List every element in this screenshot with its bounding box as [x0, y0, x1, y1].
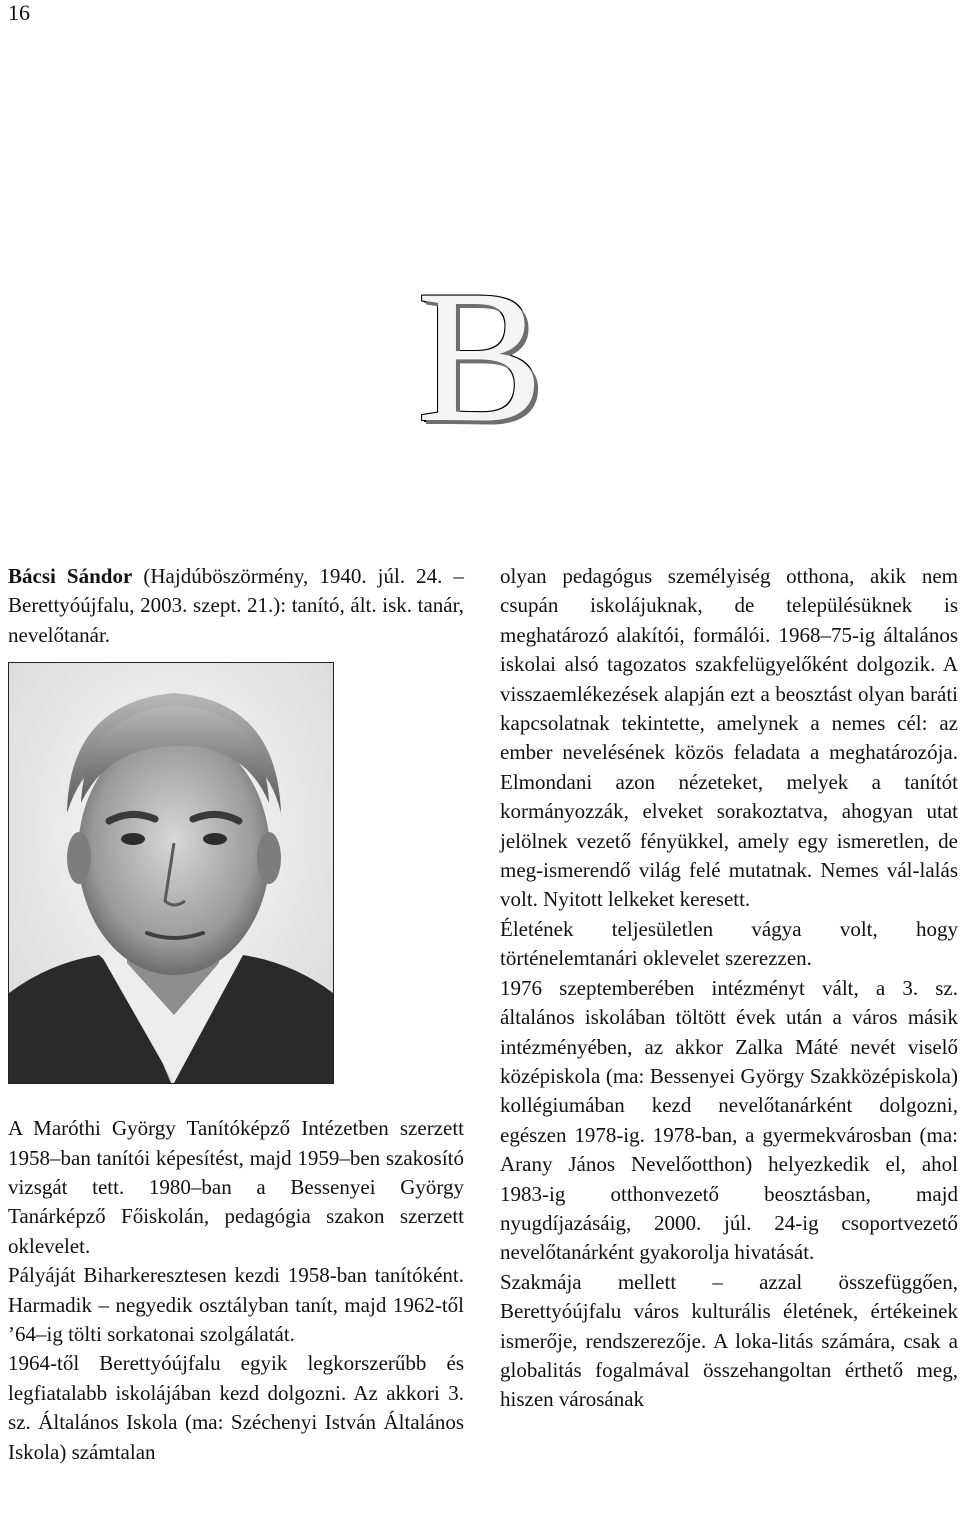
right-paragraph-1: olyan pedagógus személyiség otthona, akik nem csupán iskolájuknak, de településüknek is meghatározó alakítói, formálói. 1968–75-ig általános iskolai alsó tagozatos szakfelügyelőként dolgozik. A visszaemlékezések alapján ezt a beosztást olyan baráti kapcsolatnak tekintette, amelynek a nemes cél: az ember nevelésének közös feladata a meghatározója. Elmondani azon nézeteket, melyek a tanítót kormányozzák, elveket sorakoztatva, ahogyan utat jelölnek vezető fényükkel, amely egy ismeretlen, de meg-ismerendő világ felé mutatnak. Nemes vál-lalás volt. Nyitott lelkeket keresett. [500, 564, 958, 912]
left-paragraph-3: 1964-től Berettyóújfalu egyik legkorszerűbb és legfiatalabb iskolájában kezd dolgozni. Az akkori 3. sz. Általános Iskola (ma: Széchenyi István Általános Iskola) számtalan [8, 1351, 464, 1464]
entry-heading [8, 562, 464, 650]
right-paragraph-4: Szakmája mellett – azzal összefüggően, Berettyóújfalu város kulturális életének, értékeinek ismerője, rendszerezője. A loka-litás számára, csak a globalitás fogalmával összehangoltan érthető meg, hiszen városának [500, 1269, 958, 1412]
right-paragraph-3: 1976 szeptemberében intézményt vált, a 3. sz. általános iskolában töltött évek után a város másik intézményében, az akkor Zalka Máté nevét viselő középiskola (ma: Bessenyei György Szakközépiskola) kollégiumában kezd nevelőtanárként dolgozni, egészen 1978-ig. 1978-ban, a gyermekvárosban (ma: Arany János Nevelőotthon) helyezkedik el, ahol 1983-ig otthonvezető beosztásban, majd nyugdíjazásáig, 2000. júl. 24-ig csoportvezető nevelőtanárként gyakorolja hivatását. [500, 975, 958, 1265]
left-paragraph-1: A Maróthi György Tanítóképző Intézetben szerzett 1958–ban tanítói képesítést, majd 1959–ben szakosító vizsgát tett. 1980–ban a Bessenyei György Tanárképző Főiskolán, pedagógia szakon szerzett oklevelet. [8, 1116, 464, 1258]
left-paragraph-2: Pályáját Biharkeresztesen kezdi 1958-ban tanítóként. Harmadik – negyedik osztályban tanít, majd 1962-től ’64–ig tölti sorkatonai szolgálatát. [8, 1263, 464, 1347]
right-column [500, 562, 958, 1415]
entry-intro: (Hajdúböszörmény, 1940. júl. 24. – Berettyóújfalu, 2003. szept. 21.): tanító, ált. isk. tanár, nevelőtanár. [8, 564, 465, 647]
left-column [8, 562, 464, 1467]
entry-name: Bácsi Sándor [8, 564, 133, 588]
right-paragraph-2: Életének teljesületlen vágya volt, hogy történelemtanári oklevelet szerezzen. [500, 916, 958, 971]
section-letter: B [416, 252, 544, 462]
page-number: 16 [8, 0, 30, 25]
portrait-photo-icon [8, 662, 334, 1084]
